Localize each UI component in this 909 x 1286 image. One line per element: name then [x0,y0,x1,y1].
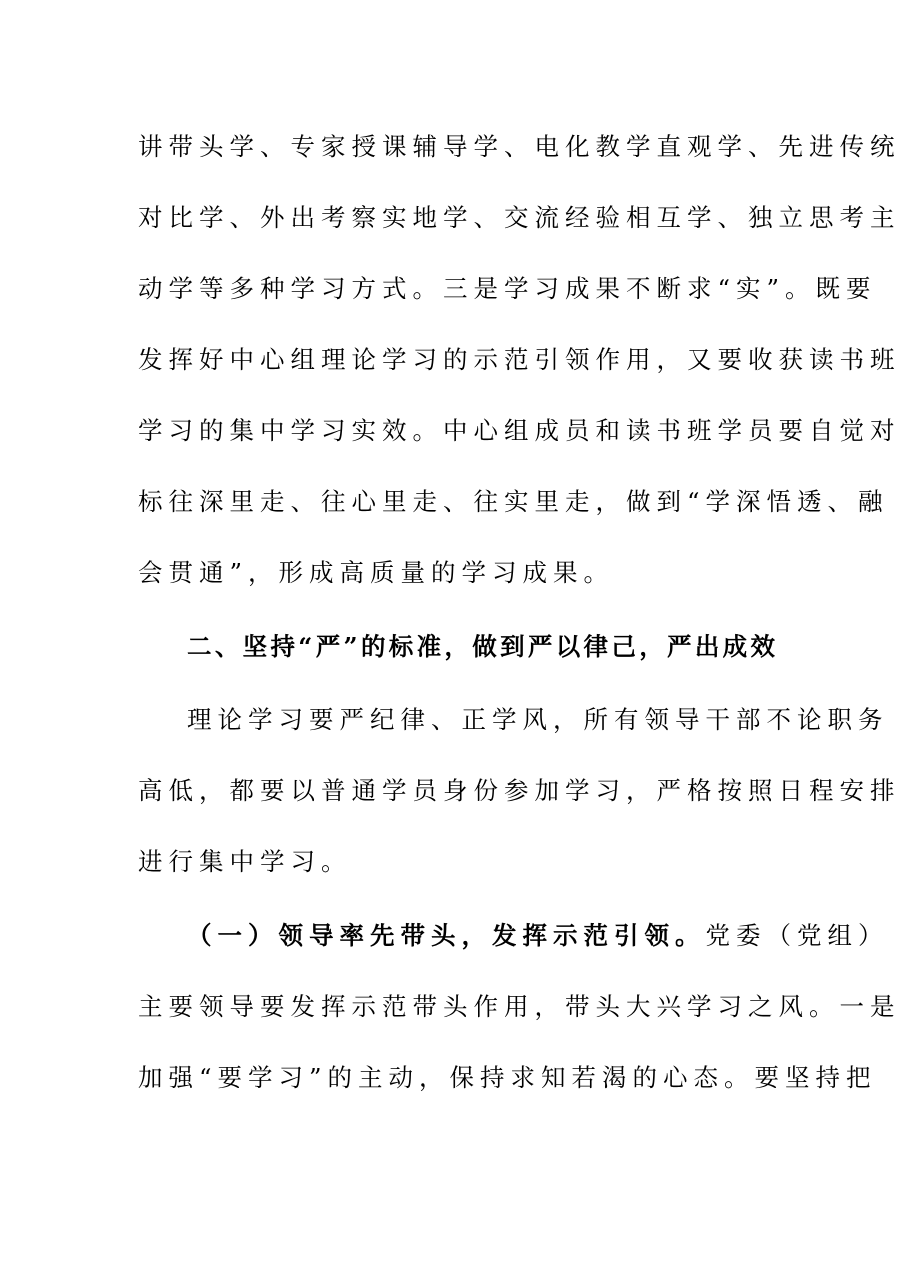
body-text-line: 进行集中学习。 [138,847,352,876]
body-text-line: 对比学、外出考察实地学、交流经验相互学、独立思考主 [138,203,901,232]
body-text-line: 理论学习要严纪律、正学风，所有领导干部不论职务 [187,705,889,734]
subsection-first-line [187,921,889,951]
body-text-line: 讲带头学、专家授课辅导学、电化教学直观学、先进传统 [138,132,901,161]
body-text-line: 会贯通”，形成高质量的学习成果。 [138,558,615,587]
body-text-inline: 党委（党组） [705,921,889,950]
subsection-heading: （一）领导率先带头，发挥示范引领。 [187,921,706,950]
body-text-line: 加强“要学习”的主动，保持求知若渴的心态。要坚持把 [138,1063,877,1092]
body-text-line: 高低，都要以普通学员身份参加学习，严格按照日程安排 [138,776,901,805]
body-text-line: 动学等多种学习方式。三是学习成果不断求“实”。既要 [138,274,877,303]
body-text-line: 学习的集中学习实效。中心组成员和读书班学员要自觉对 [138,416,901,445]
body-text-line: 主要领导要发挥示范带头作用，带头大兴学习之风。一是 [138,992,901,1021]
body-text-line: 发挥好中心组理论学习的示范引领作用，又要收获读书班 [138,345,901,374]
section-heading: 二、坚持“严”的标准，做到严以律己，严出成效 [187,632,778,661]
body-text-line: 标往深里走、往心里走、往实里走，做到“学深悟透、融 [138,487,889,516]
